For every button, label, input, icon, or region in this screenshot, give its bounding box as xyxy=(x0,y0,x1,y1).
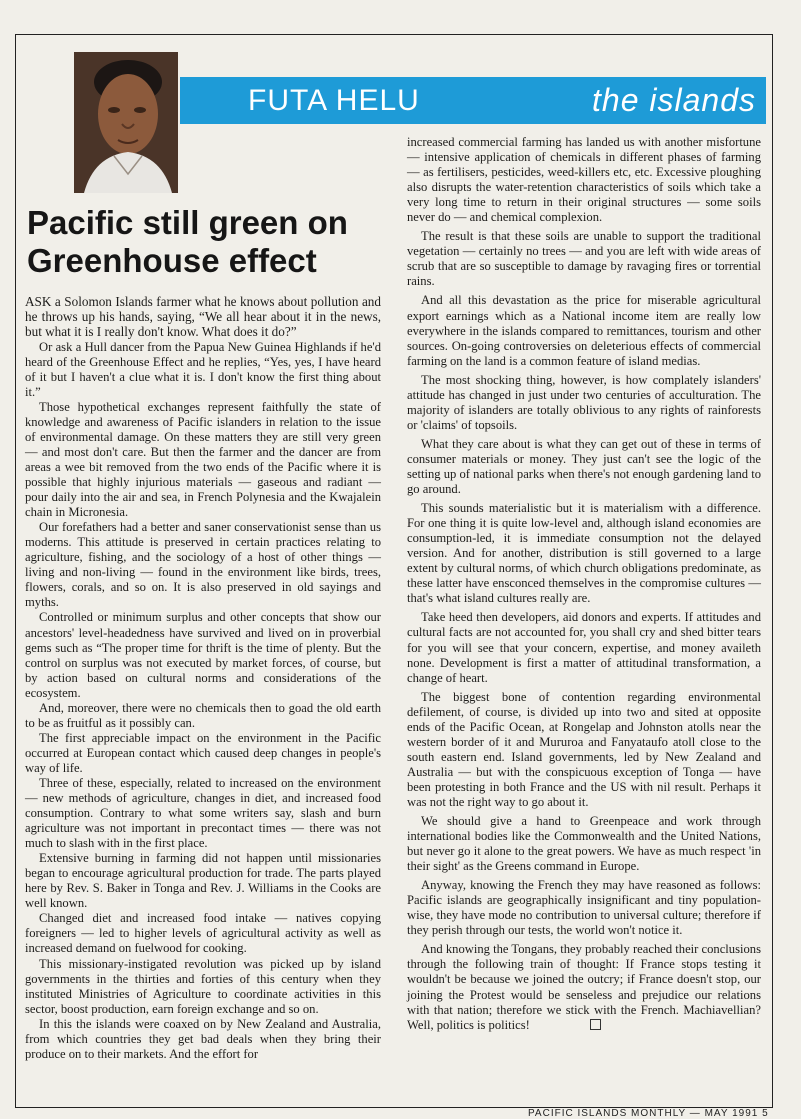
article-column-right xyxy=(407,135,761,1033)
paragraph: This sounds materialistic but it is materialism with a difference. For one thing it is quite low-level and, although island economies are consumption-led, it is immediate consumption not the delayed version. And for another, distribution is still governed to a large extent by cultural norms, of which church obligations predominate, as these latter have ensconced themselves in the compromise cultures — that's what island cultures really are. xyxy=(407,501,761,606)
section-title: the islands xyxy=(592,82,756,118)
paragraph: Three of these, especially, related to increased on the environment — new methods of agriculture, changes in diet, and increased food consumption. Contrary to what some writers say, slash and burn agriculture was not important in precontact times — there was not much to slash with in the first place. xyxy=(25,775,381,851)
paragraph: The result is that these soils are unable to support the traditional vegetation — certainly no trees — and you are left with wide areas of scrub that are so susceptible to damage by ravaging fires or torrential rains. xyxy=(407,229,761,289)
paragraph: The first appreciable impact on the environment in the Pacific occurred at European contact which caused deep changes in people's way of life. xyxy=(25,730,381,775)
paragraph: The biggest bone of contention regarding environmental defilement, of course, is divided up into two and sited at opposite ends of the Pacific Ocean, at Rongelap and Johnston atolls near the western border of it and Mururoa and Fanyataufo atoll close to the south eastern end. Island governments, led by New Zealand and Australia — but with the conspicuous exception of Tonga — have been protesting in both France and the US with nil result. Perhaps it was not the right way to go about it. xyxy=(407,689,761,809)
paragraph: The most shocking thing, however, is how complately islanders' attitude has changed in just under two centuries of acculturation. The majority of islanders are totally oblivious to any rights of rainforests or 'claims' of topsoils. xyxy=(407,372,761,432)
paragraph: ASK a Solomon Islands farmer what he knows about pollution and he throws up his hands, saying, “We all hear about it in the news, but what it is I really don't know. What does it do?” xyxy=(25,294,381,340)
end-mark-icon xyxy=(590,1019,601,1030)
paragraph: Changed diet and increased food intake — natives copying foreigners — led to higher levels of agricultural activity as well as increased demand on fuelwood for cooking. xyxy=(25,911,381,956)
paragraph: In this the islands were coaxed on by New Zealand and Australia, from which countries they get bad deals when they bring their produce on to their markets. And the effort for xyxy=(25,1016,381,1061)
paragraph: Controlled or minimum surplus and other concepts that show our ancestors' level-headedness have survived and lived on in proverbial gems such as “The proper time for thrift is the time of plenty. But the control on surplus was not executed by market forces, of course, but by action based on cultural norms and considerations of the ecosystem. xyxy=(25,610,381,700)
paragraph: Those hypothetical exchanges represent faithfully the state of knowledge and awareness of Pacific islanders in relation to the issue of environmental damage. On these matters they are still very green — and most don't care. But then the farmer and the dancer are from areas a wee bit removed from the two ends of the Pacific where it is possible that highly injurious materials — gaseous and radiant — pour daily into the air and sea, in French Polynesia and the Kwajalein chain in Micronesia. xyxy=(25,399,381,520)
paragraph: And, moreover, there were no chemicals then to goad the old earth to be as fruitful as it possibly can. xyxy=(25,700,381,730)
paragraph: increased commercial farming has landed us with another misfortune — intensive application of chemicals in different phases of farming — as fertilisers, pesticides, weed-killers etc, etc. Excessive ploughing also disrupts the water-retention characteristics of soils which take a very long time to return in their original structures — some soils never do — and chemical complexion. xyxy=(407,135,761,225)
paragraph: What they care about is what they can get out of these in terms of consumer materials or money. They just can't see the logic of the setting up of national parks when there's not enough gardening land to go around. xyxy=(407,436,761,497)
paragraph: Take heed then developers, aid donors and experts. If attitudes and cultural facts are not accounted for, you shall cry and shed bitter tears for you will see that your concern, expertise, and money availeth none. Development is first a matter of attitudinal transformation, a change of heart. xyxy=(407,610,761,685)
paragraph: This missionary-instigated revolution was picked up by island governments in the thirties and forties of this century when they instituted Ministries of Agriculture to coordinate activities in this sector, boost production, earn foreign exchange and so on. xyxy=(25,956,381,1016)
author-name: FUTA HELU xyxy=(248,84,420,117)
paragraph-text: And knowing the Tongans, they probably reached their conclusions through the following train of thought: If France stops testing it wouldn't be because we joined the outcry; if France doesn't stop, our joining the Protest would be senseless and prejudice our relations with that nation; therefore we stick with the French. Machiavellian? Well, politics is politics! xyxy=(407,942,761,1032)
page-footer: PACIFIC ISLANDS MONTHLY — MAY 1991 5 xyxy=(528,1108,769,1119)
paragraph: Our forefathers had a better and saner conservationist sense than us moderns. This attitude is preserved in certain practices relating to agriculture, fishing, and the sociology of a host of other things — living and non-living — found in the environment like birds, trees, flowers, corals, and so on. It is also preserved in old sayings and myths. xyxy=(25,520,381,610)
paragraph-final xyxy=(407,942,761,1032)
article-headline: Pacific still green on Greenhouse effect xyxy=(27,204,348,279)
section-banner xyxy=(180,77,766,124)
article-column-left xyxy=(25,294,381,1062)
paragraph: And all this devastation as the price for miserable agricultural export earnings which as a National income item are really low everywhere in the islands compared to remittances, tourism and other sources. On-going controversies on deleterious effects of commercial farming on the land is a common feature of island medias. xyxy=(407,293,761,368)
paragraph: We should give a hand to Greenpeace and work through international bodies like the Commonwealth and the United Nations, but never go it alone to the great powers. We have as much respect 'in their sight' as the Greens command in Europe. xyxy=(407,814,761,874)
paragraph: Extensive burning in farming did not happen until missionaries began to encourage agricultural production for trade. The parts played here by Rev. S. Baker in Tonga and Rev. J. Williams in the Cooks are well known. xyxy=(25,851,381,911)
paragraph: Anyway, knowing the French they may have reasoned as follows: Pacific islands are geographically insignificant and tiny population-wise, they have mode no contribution to universal culture; therefore if they perish through our tests, the world won't notice it. xyxy=(407,878,761,938)
author-photo xyxy=(74,52,178,193)
paragraph: Or ask a Hull dancer from the Papua New Guinea Highlands if he'd heard of the Greenhouse Effect and he replies, “Yes, yes, I have heard of it but I haven't a clue what it is. I don't know the first thing about it.” xyxy=(25,339,381,399)
